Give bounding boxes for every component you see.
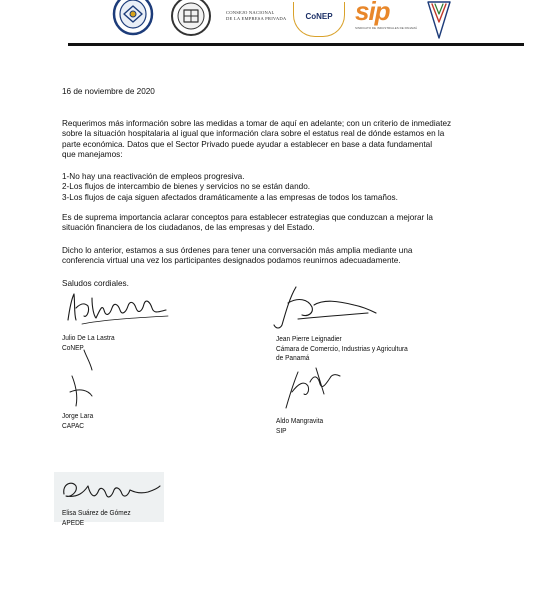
signature-julio <box>62 290 172 332</box>
signatory-1: Julio De La Lastra CoNEP <box>62 333 115 352</box>
paragraph-2 <box>62 213 502 234</box>
conep-logo: CoNEP <box>293 2 345 37</box>
paragraph-line: conferencia virtual una vez los participantes designados podamos reunirnos adecuadamente. <box>62 256 401 266</box>
chamber-seal-logo <box>168 0 214 38</box>
paragraph-line: Es de suprema importancia aclarar conceptos para establecer estrategias que conduzcan a mejorar la <box>62 213 433 222</box>
signatory-2: Jean Pierre Leignadier Cámara de Comercio, Industrias y Agricultura de Panamá <box>276 334 408 363</box>
letter-date: 16 de noviembre de 2020 <box>62 87 155 96</box>
paragraph-line: Dicho lo anterior, estamos a sus órdenes para tener una conversación más amplia mediante una <box>62 246 413 255</box>
signature-elisa <box>58 474 162 510</box>
paragraph-3 <box>62 246 502 267</box>
signatory-5: Elisa Suárez de Gómez APEDE <box>62 508 131 527</box>
paragraph-line: sobre la situación hospitalaria al igual que información clara sobre el estatus real de dónde estamos en la <box>62 129 445 139</box>
cna-logo-text: CONSEJO NACIONAL DE LA EMPRESA PRIVADA <box>226 10 287 21</box>
signatory-3: Aldo Mangravita SIP <box>276 416 324 435</box>
paragraph-line: que manejamos: <box>62 150 123 160</box>
signatory-4: Jorge Lara CAPAC <box>62 411 94 430</box>
header-rule <box>68 43 524 46</box>
list-item: 3-Los flujos de caja siguen afectados dramáticamente a las empresas de todos los tamaños. <box>62 192 398 202</box>
paragraph-1 <box>62 119 502 161</box>
points-list <box>62 172 502 203</box>
list-item: 2-Los flujos de intercambio de bienes y servicios no se están dando. <box>62 182 311 192</box>
closing-salutation: Saludos cordiales. <box>62 279 129 288</box>
list-item: 1-No hay una reactivación de empleos progresiva. <box>62 172 245 181</box>
institutional-seal-logo <box>110 0 156 38</box>
sip-logo: sip SINDICATO DE INDUSTRIALES DE PANAMÁ <box>355 0 418 30</box>
paragraph-line: parte económica. Datos que el Sector Privado puede ayudar a establecer en base a data fundamental <box>62 139 433 149</box>
signature-aldo <box>276 364 346 414</box>
paragraph-line: Requerimos más información sobre las medidas a tomar de aquí en adelante; con un criterio de inmediatez <box>62 119 452 128</box>
shield-logo <box>426 0 452 40</box>
signature-jean-pierre <box>268 283 380 333</box>
signature-jorge <box>62 370 110 410</box>
paragraph-line: situación financiera de los ciudadanos, de las empresas y del Estado. <box>62 223 315 233</box>
signature-mark <box>80 348 110 372</box>
